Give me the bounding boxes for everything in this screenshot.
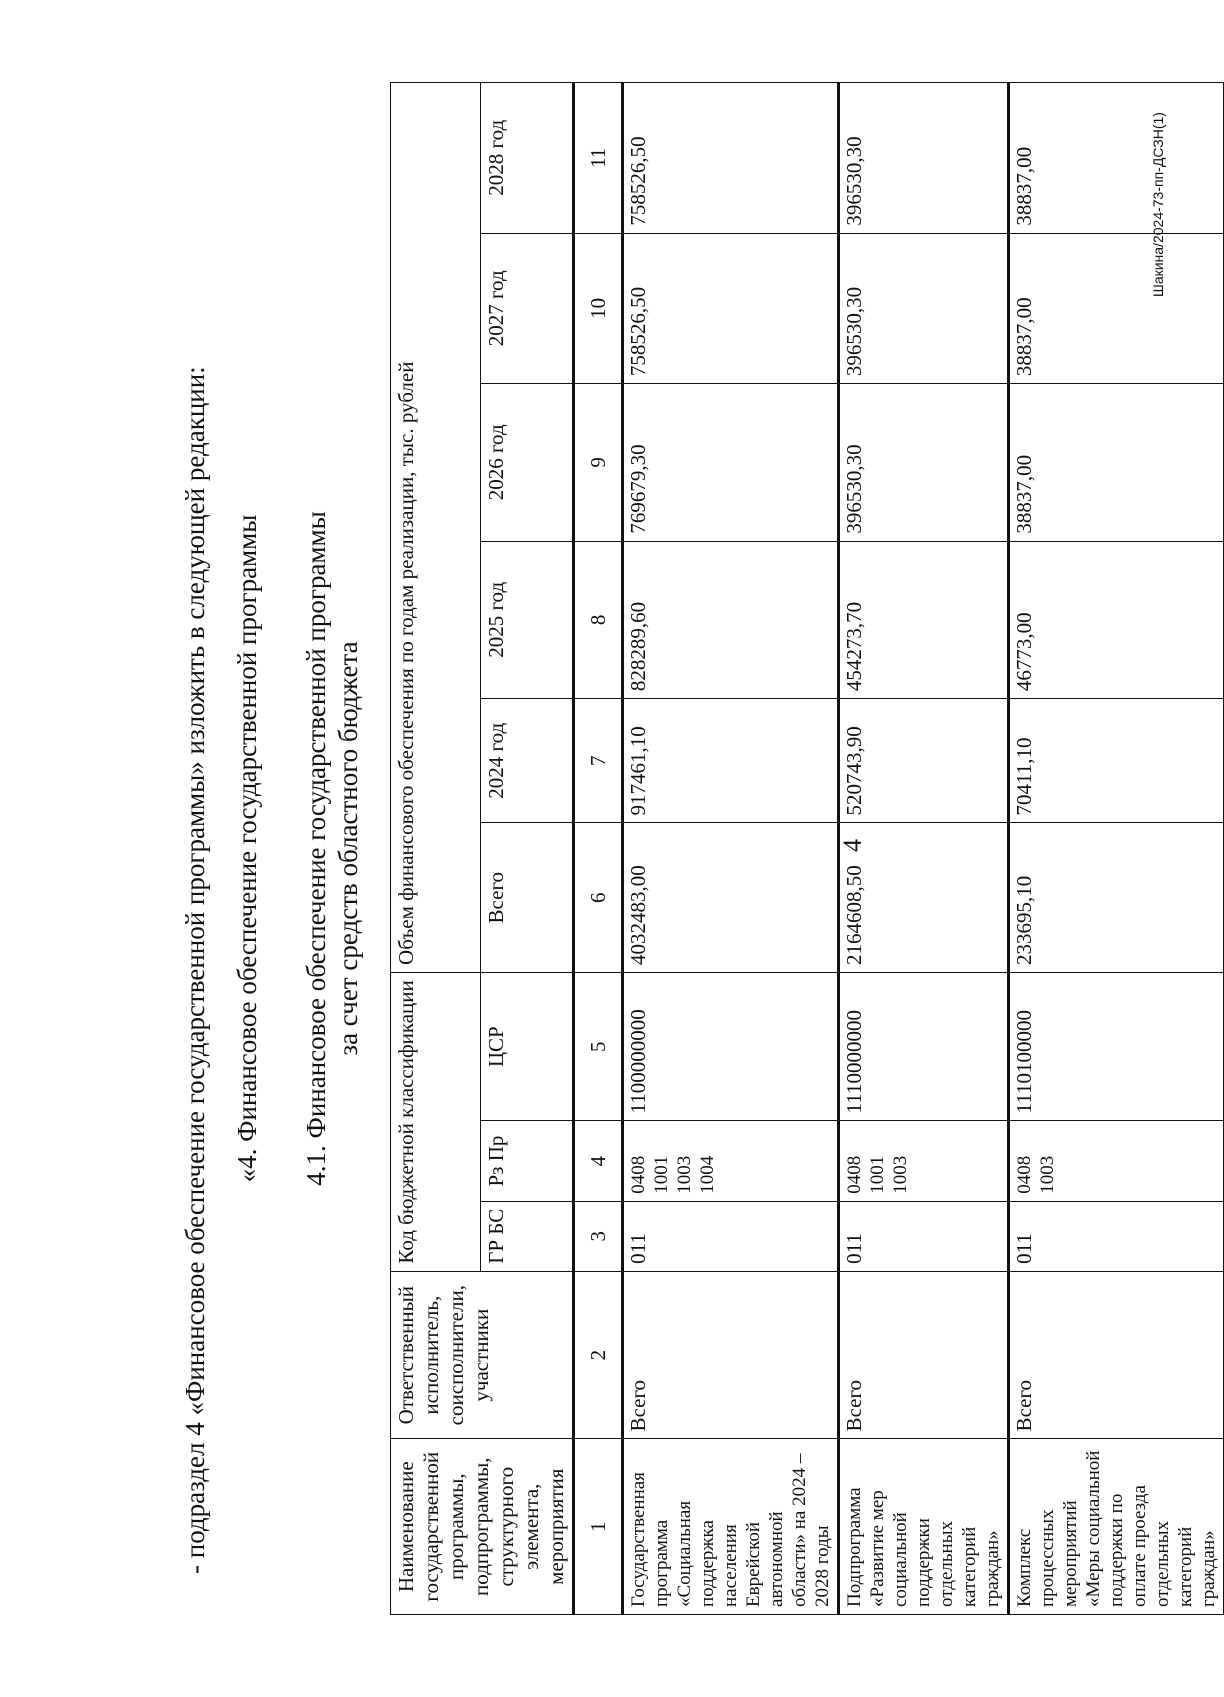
col-number: 7: [574, 699, 623, 823]
row-csr: 1100000000: [623, 972, 839, 1121]
row-rzpr: [1009, 1121, 1224, 1201]
header-2027: 2027 год: [481, 233, 574, 383]
subsection-heading: [300, 0, 364, 1697]
row-name: Подпрограмма «Развитие мер социальной поддержки отдельных категорий граждан»: [839, 1439, 1009, 1615]
rzpr-code: 1004: [697, 1155, 718, 1194]
header-grbs: ГР БС: [481, 1201, 574, 1271]
row-2026: 769679,30: [623, 384, 839, 542]
table-row: [623, 83, 839, 1615]
col-number: 8: [574, 541, 623, 699]
row-responsible: Всего: [623, 1271, 839, 1439]
row-2025: 46773,00: [1009, 541, 1224, 699]
header-2025: 2025 год: [481, 541, 574, 699]
row-2028: 38837,00: [1009, 83, 1224, 234]
header-2024: 2024 год: [481, 699, 574, 823]
header-kbk: Код бюджетной классификации: [391, 972, 481, 1271]
funding-table: [390, 82, 1224, 1615]
row-2024: 917461,10: [623, 699, 839, 823]
row-rzpr: [623, 1121, 839, 1201]
document-code: Шакина/2024-73-пп-ДСЗН(1): [1150, 112, 1166, 297]
row-name: Государственная программа «Социальная поддержка населения Еврейской автономной области» на 2024 – 2028 годы: [623, 1439, 839, 1615]
col-number: 2: [574, 1271, 623, 1439]
intro-text: - подраздел 4 «Финансовое обеспечение государственной программы» изложить в следующей редакции:: [180, 366, 210, 1574]
row-grbs: 011: [623, 1201, 839, 1271]
row-2026: 396530,30: [839, 384, 1009, 542]
row-responsible: Всего: [839, 1271, 1009, 1439]
row-name: Комплекс процессных мероприятий «Меры социальной поддержки по оплате проезда отдельных категорий граждан»: [1009, 1439, 1224, 1615]
row-2027: 396530,30: [839, 233, 1009, 383]
rzpr-code: 1003: [890, 1155, 911, 1194]
col-number: 9: [574, 384, 623, 542]
row-total: 2164608,50: [839, 823, 1009, 972]
row-rzpr: [839, 1121, 1009, 1201]
col-number: 4: [574, 1121, 623, 1201]
header-rzpr: Рз Пр: [481, 1121, 574, 1201]
col-number: 1: [574, 1439, 623, 1615]
header-2026: 2026 год: [481, 384, 574, 542]
row-grbs: 011: [839, 1201, 1009, 1271]
row-2025: 454273,70: [839, 541, 1009, 699]
row-2027: 758526,50: [623, 233, 839, 383]
table-row: [1009, 83, 1224, 1615]
header-funding: Объем финансового обеспечения по годам реализации, тыс. рублей: [391, 83, 481, 973]
header-total: Всего: [481, 823, 574, 972]
header-csr: ЦСР: [481, 972, 574, 1121]
rzpr-code: 1001: [651, 1155, 672, 1194]
row-2028: 396530,30: [839, 83, 1009, 234]
row-csr: 1110000000: [839, 972, 1009, 1121]
row-csr: 1110100000: [1009, 972, 1224, 1121]
row-2025: 828289,60: [623, 541, 839, 699]
col-number: 5: [574, 972, 623, 1121]
col-number: 6: [574, 823, 623, 972]
row-2028: 758526,50: [623, 83, 839, 234]
rzpr-code: 1001: [867, 1155, 888, 1194]
row-2024: 70411,10: [1009, 699, 1224, 823]
header-2028: 2028 год: [481, 83, 574, 234]
col-number: 11: [574, 83, 623, 234]
page-number: 4: [838, 839, 867, 852]
header-responsible: Ответственный исполнитель, соисполнители, участники: [391, 1271, 574, 1439]
row-2026: 38837,00: [1009, 384, 1224, 542]
row-total: 4032483,00: [623, 823, 839, 972]
column-numbers-row: [574, 83, 623, 1615]
row-responsible: Всего: [1009, 1271, 1224, 1439]
col-number: 10: [574, 233, 623, 383]
col-number: 3: [574, 1201, 623, 1271]
rzpr-code: 0408: [844, 1155, 865, 1194]
section-heading: «4. Финансовое обеспечение государственной программы: [232, 514, 262, 1183]
subsection-heading-line1: 4.1. Финансовое обеспечение государственной программы: [301, 511, 331, 1186]
rzpr-code: 0408: [1014, 1155, 1035, 1194]
row-2027: 38837,00: [1009, 233, 1224, 383]
subsection-heading-line2: за счет средств областного бюджета: [333, 641, 363, 1056]
row-2024: 520743,90: [839, 699, 1009, 823]
header-name: Наименование государственной программы, подпрограммы, структурного элемента, мероприятия: [391, 1439, 574, 1615]
row-total: 233695,10: [1009, 823, 1224, 972]
rzpr-code: 1003: [674, 1155, 695, 1194]
row-grbs: 011: [1009, 1201, 1224, 1271]
rzpr-code: 1003: [1037, 1155, 1058, 1194]
rzpr-code: 0408: [628, 1155, 649, 1194]
table-row: [839, 83, 1009, 1615]
